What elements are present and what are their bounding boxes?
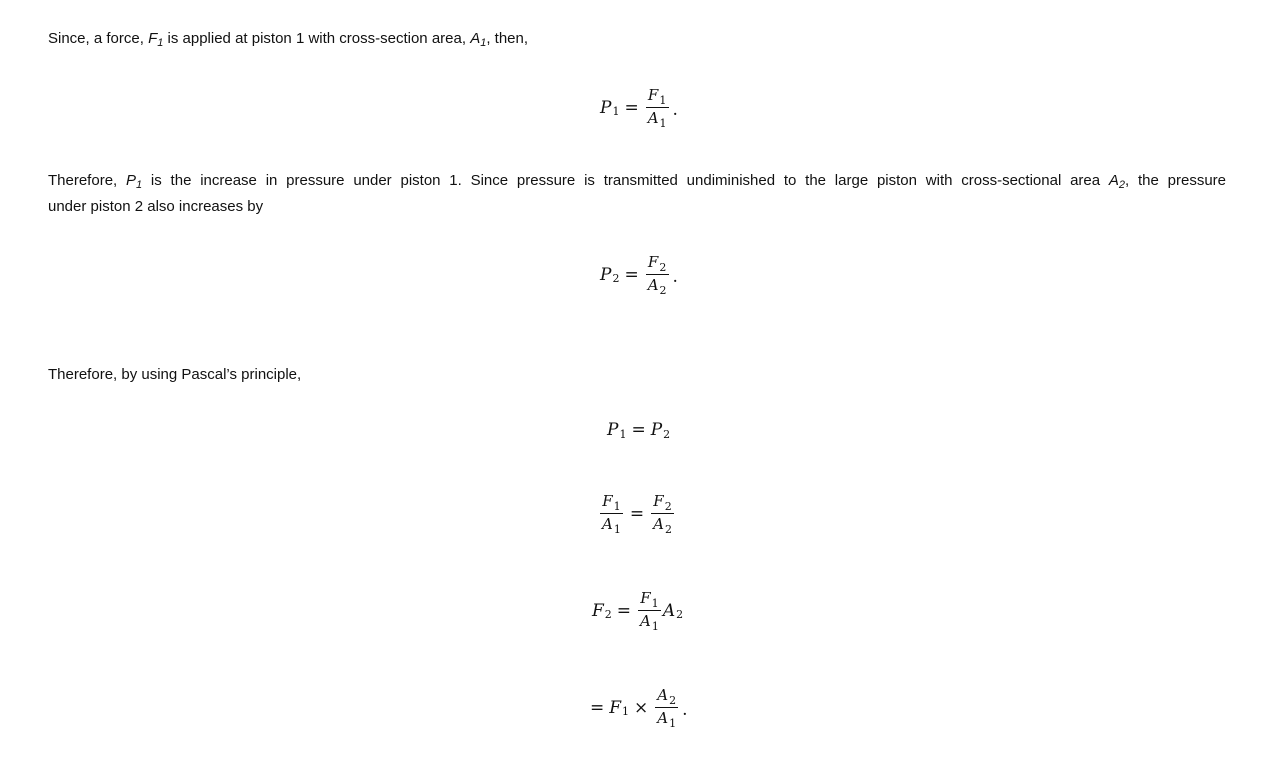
denominator	[651, 515, 674, 535]
fraction-bar	[600, 513, 623, 514]
math-period: .	[682, 699, 688, 720]
math-operator: =	[624, 97, 639, 118]
math-subscript: 2	[664, 500, 672, 513]
numerator	[646, 86, 668, 106]
math-subscript: 2	[659, 261, 667, 274]
paragraph-line-1	[48, 168, 1226, 194]
math-operator: =	[616, 600, 632, 621]
math-period: .	[672, 99, 678, 120]
numerator	[638, 589, 660, 609]
var-p1	[126, 172, 142, 189]
math-var: P	[650, 420, 663, 440]
fraction-bar	[651, 513, 674, 514]
math-subscript: 1	[612, 105, 620, 118]
numerator	[646, 253, 668, 273]
denominator	[646, 276, 669, 296]
math-operator: =	[629, 503, 645, 524]
math-operator: =	[631, 420, 646, 440]
math-var: A	[657, 709, 669, 727]
math-subscript: 2	[676, 608, 684, 621]
fraction-bar	[655, 707, 678, 708]
math-subscript: 1	[613, 500, 621, 513]
math-var: P	[600, 97, 612, 118]
math-var: A	[647, 276, 659, 294]
denominator	[646, 109, 669, 129]
fraction-bar	[638, 610, 661, 611]
math-subscript: 1	[659, 94, 667, 107]
fraction	[655, 686, 678, 729]
math-subscript: 2	[669, 694, 677, 707]
numerator	[651, 492, 673, 512]
text-segment: is the increase in pressure under piston 1. Since pressure is transmitted undiminished to the large piston with cross-sectional area	[142, 172, 1109, 189]
var-a2	[1109, 172, 1125, 189]
math-var: A	[653, 515, 664, 533]
equation-f2	[592, 589, 683, 632]
math-subscript: 2	[612, 272, 620, 285]
math-var: F	[640, 589, 651, 607]
var-base: F	[148, 30, 158, 47]
math-var: P	[607, 420, 619, 440]
math-subscript: 2	[664, 523, 672, 536]
text-segment: , the pressure	[1125, 172, 1226, 189]
math-subscript: 1	[613, 523, 621, 536]
numerator	[600, 492, 622, 512]
math-subscript: 2	[659, 284, 667, 297]
math-subscript: 1	[659, 117, 667, 130]
var-subscript: 2	[1118, 179, 1126, 191]
var-subscript: 1	[136, 179, 143, 191]
math-operator: =	[590, 697, 605, 718]
math-subscript: 2	[604, 608, 612, 621]
text-segment: Therefore,	[48, 172, 126, 189]
math-subscript: 2	[663, 427, 671, 441]
denominator	[655, 709, 678, 729]
text-segment: is applied at piston 1 with cross-section area,	[163, 30, 471, 47]
math-subscript: 1	[669, 717, 677, 730]
math-subscript: 1	[622, 705, 630, 718]
paragraph-pascal-principle	[48, 362, 301, 388]
var-base: A	[1108, 172, 1119, 189]
denominator	[600, 515, 623, 535]
paragraph-line-2: under piston 2 also increases by	[48, 198, 264, 215]
paragraph-pressure-transmitted	[48, 168, 1226, 220]
var-base: P	[126, 172, 137, 189]
text-segment: Therefore, by using Pascal’s principle,	[48, 366, 302, 383]
equation-f2-simplified	[590, 686, 688, 729]
math-subscript: 1	[651, 620, 659, 633]
math-subscript: 1	[619, 427, 627, 441]
math-operator: =	[624, 264, 639, 285]
math-var: A	[602, 515, 613, 533]
var-a1	[470, 30, 486, 47]
fraction	[646, 253, 669, 296]
math-var: A	[640, 612, 651, 630]
denominator	[638, 612, 661, 632]
fraction	[638, 589, 661, 632]
math-operator: ×	[634, 697, 649, 718]
math-var: F	[609, 697, 622, 718]
math-period: .	[672, 266, 678, 287]
math-var: F	[653, 492, 664, 510]
math-var: A	[657, 686, 669, 704]
math-var: A	[662, 600, 676, 621]
math-var: F	[592, 600, 604, 621]
var-base: A	[470, 30, 481, 47]
var-f1	[148, 30, 163, 47]
math-var: A	[647, 109, 659, 127]
fraction	[600, 492, 623, 535]
math-subscript: 1	[651, 597, 659, 610]
text-segment: , then,	[486, 30, 529, 47]
paragraph-force-applied	[48, 26, 528, 52]
equation-p1	[600, 86, 678, 129]
var-subscript: 1	[480, 37, 487, 49]
fraction-bar	[646, 274, 669, 275]
var-subscript: 1	[157, 37, 164, 49]
math-var: P	[600, 264, 612, 285]
fraction	[646, 86, 669, 129]
fraction	[651, 492, 674, 535]
math-var: F	[647, 253, 659, 271]
text-segment: Since, a force,	[48, 30, 149, 47]
numerator	[655, 686, 678, 706]
equation-p2	[600, 253, 678, 296]
math-var: F	[602, 492, 613, 510]
fraction-bar	[646, 107, 669, 108]
equation-p1-equals-p2	[607, 420, 670, 440]
equation-ratio	[598, 492, 676, 535]
math-var: F	[647, 86, 659, 104]
